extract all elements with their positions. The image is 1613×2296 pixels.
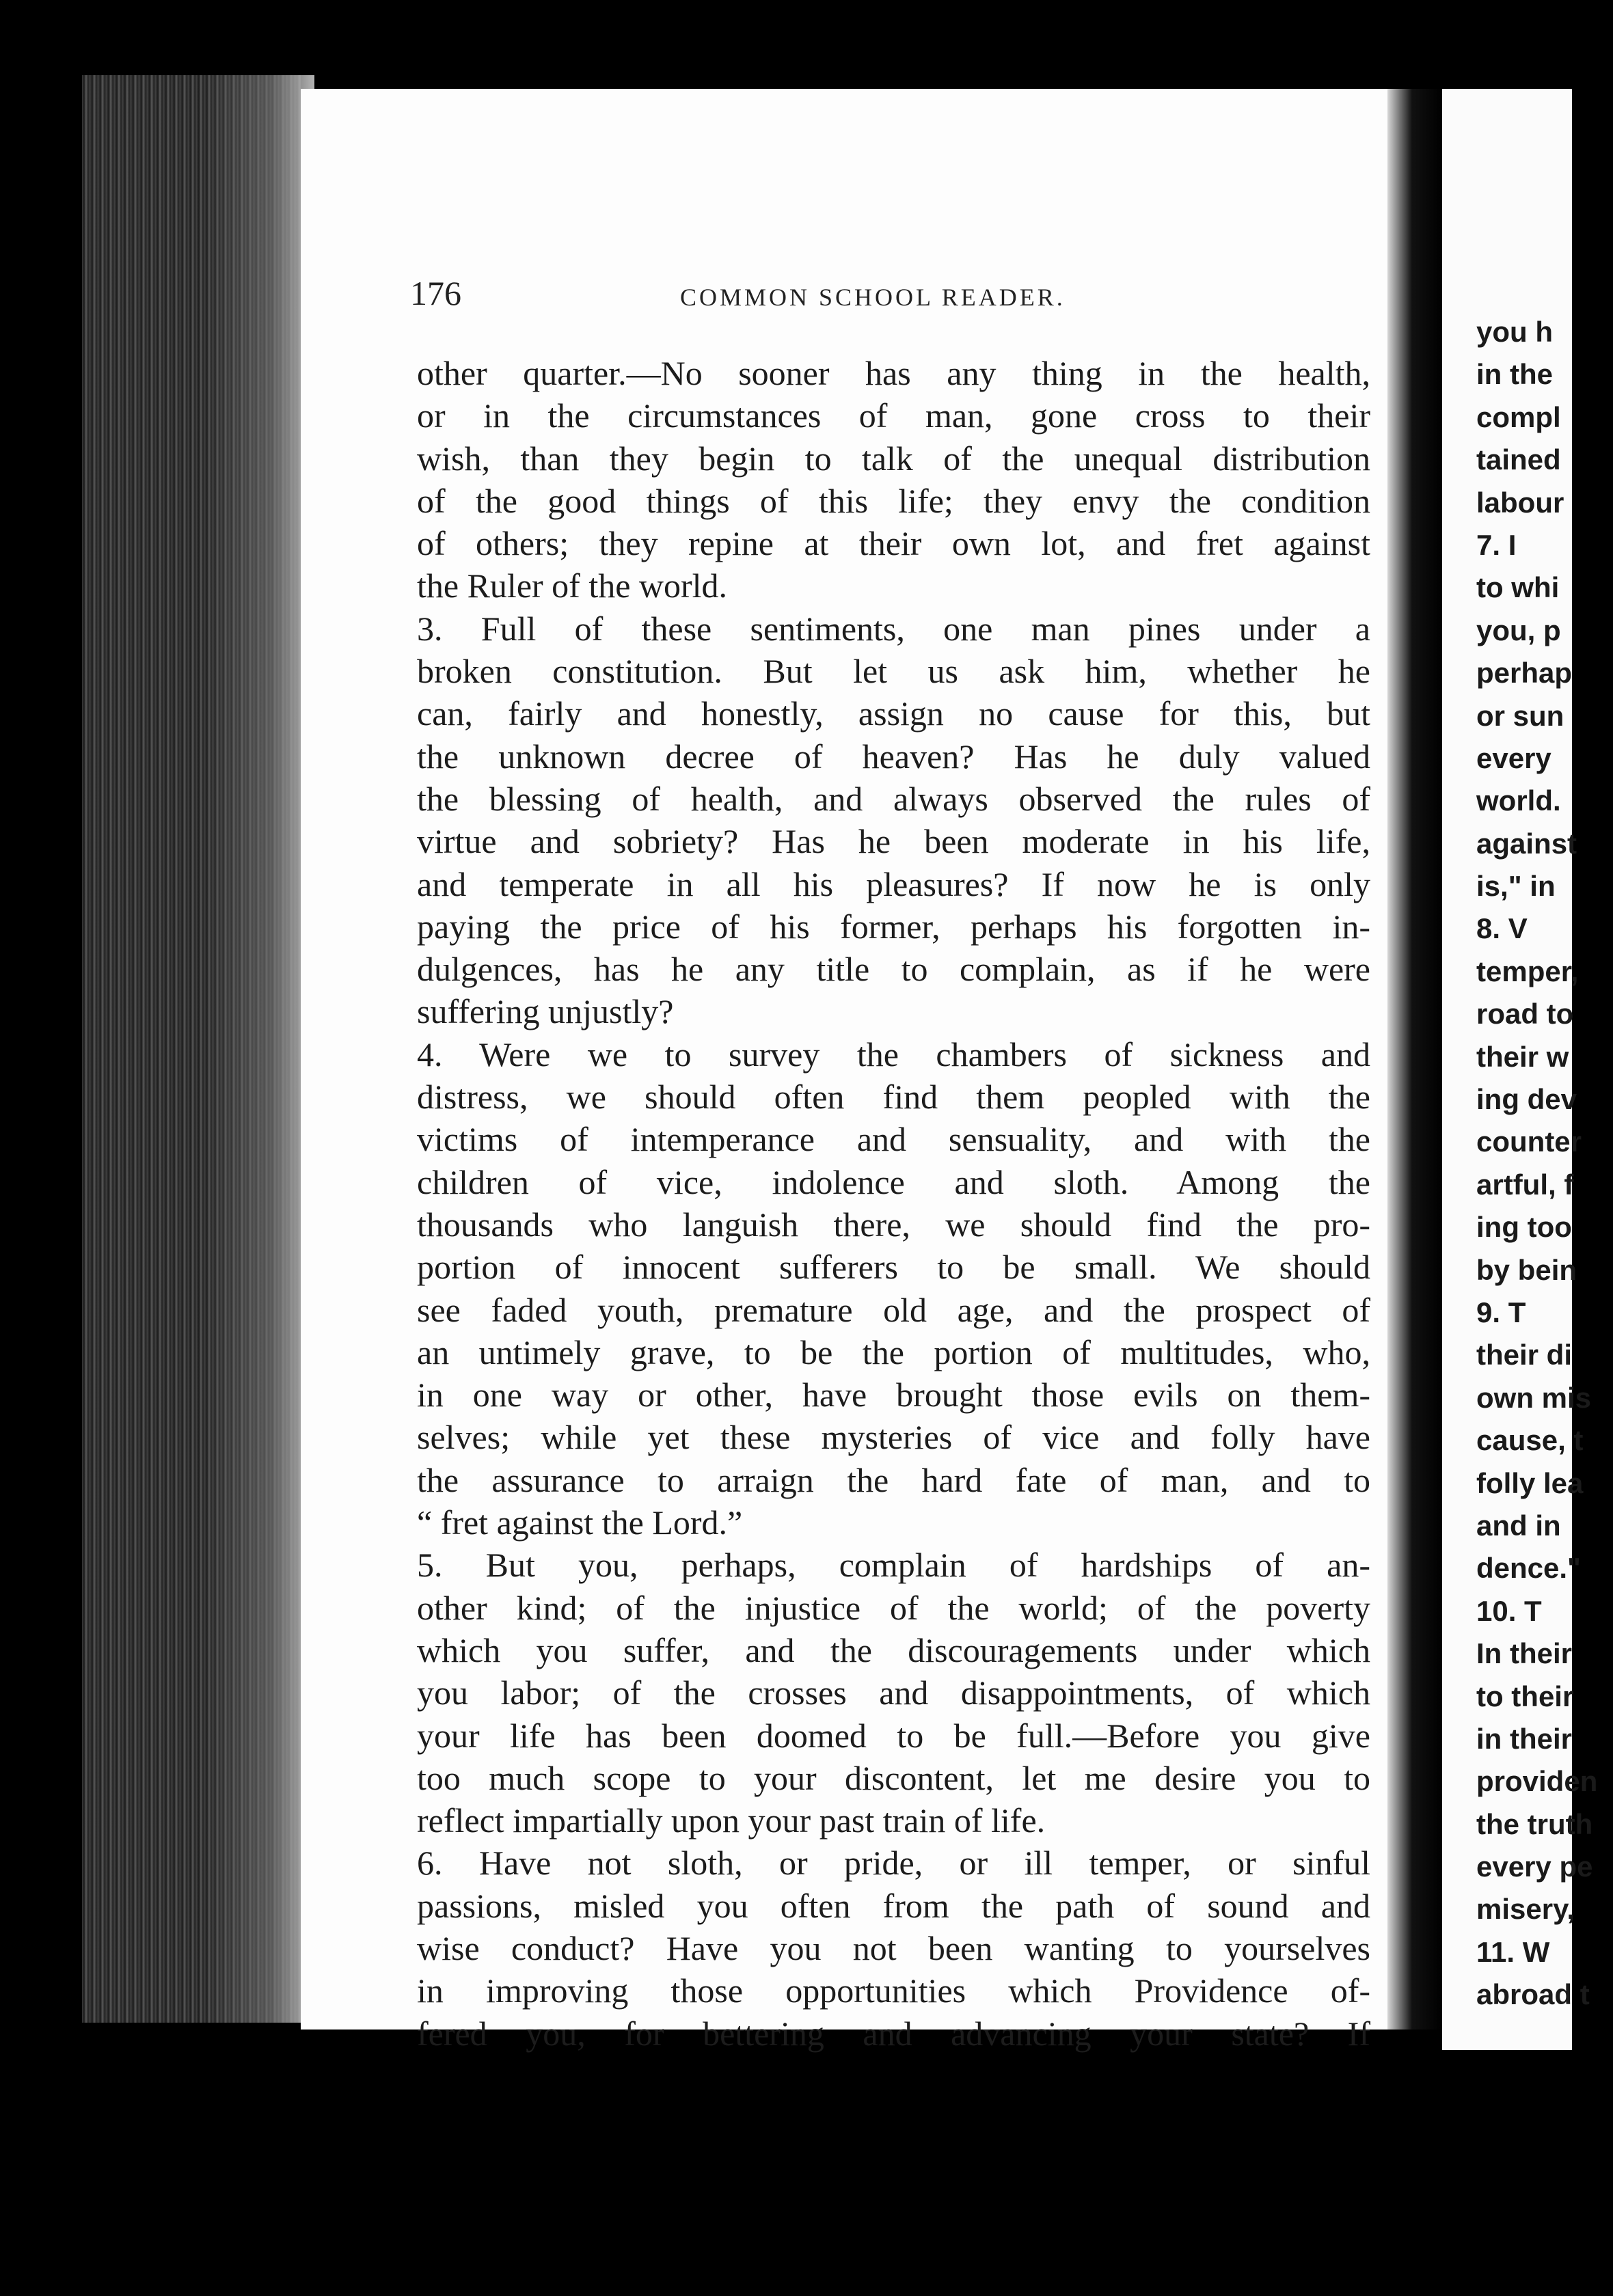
text-line: see faded youth, premature old age, and the prospect of xyxy=(417,1290,1370,1329)
text-line: In their xyxy=(1476,1637,1573,1670)
right-page-partial-text xyxy=(1476,311,1613,2017)
text-line: by bein xyxy=(1476,1253,1577,1286)
text-line: wish, than they begin to talk of the unequal distribution xyxy=(417,439,1370,478)
text-line: is," in xyxy=(1476,870,1556,903)
text-line: tained xyxy=(1476,443,1561,476)
page-edge-shadow xyxy=(205,75,314,2023)
text-line: against xyxy=(1476,827,1577,860)
text-line: of the good things of this life; they envy the condition xyxy=(417,481,1370,520)
text-line: every pe xyxy=(1476,1850,1593,1883)
text-line: 11. W xyxy=(1476,1935,1550,1968)
text-line: victims of intemperance and sensuality, and with the xyxy=(417,1120,1370,1159)
text-line: can, fairly and honestly, assign no cause for this, but xyxy=(417,694,1370,733)
text-line: 4. Were we to survey the chambers of sickness and xyxy=(417,1035,1370,1074)
text-line: folly lea xyxy=(1476,1466,1584,1499)
text-line: distress, we should often find them peopled with the xyxy=(417,1078,1370,1117)
text-line: the unknown decree of heaven? Has he duly valued xyxy=(417,737,1370,776)
text-line: you h xyxy=(1476,316,1553,348)
text-line: 3. Full of these sentiments, one man pines under a xyxy=(417,609,1370,648)
text-line: too much scope to your discontent, let me desire you to xyxy=(417,1758,1370,1797)
text-line: broken constitution. But let us ask him, whether he xyxy=(417,652,1370,691)
text-line: temper, xyxy=(1476,955,1579,987)
text-line: virtue and sobriety? Has he been moderate in his life, xyxy=(417,822,1370,861)
text-line: or sun xyxy=(1476,699,1564,732)
text-line: portion of innocent sufferers to be small. We should xyxy=(417,1248,1370,1287)
text-line: or in the circumstances of man, gone cross to their xyxy=(417,396,1370,435)
text-line: and temperate in all his pleasures? If now he is only xyxy=(417,864,1370,903)
text-line: wise conduct? Have you not been wanting to yourselves xyxy=(417,1928,1370,1967)
page-header xyxy=(410,273,1381,314)
text-line: dulgences, has he any title to complain, as if he were xyxy=(417,950,1370,989)
text-line: paying the price of his former, perhaps his forgotten in- xyxy=(417,907,1370,946)
text-line: children of vice, indolence and sloth. Among the xyxy=(417,1162,1370,1201)
text-line: the truth xyxy=(1476,1807,1593,1840)
text-line: 5. But you, perhaps, complain of hardships of an- xyxy=(417,1546,1370,1585)
text-line: the Ruler of the world. xyxy=(417,566,728,605)
text-line: and in xyxy=(1476,1509,1561,1542)
text-line: in improving those opportunities which Providence of- xyxy=(417,1971,1370,2010)
text-line: every xyxy=(1476,741,1551,774)
text-line: in the xyxy=(1476,358,1553,391)
text-line: suffering unjustly? xyxy=(417,992,674,1031)
text-line: the blessing of health, and always observed the rules of xyxy=(417,779,1370,818)
text-line: an untimely grave, to be the portion of multitudes, who, xyxy=(417,1332,1370,1371)
text-line: 8. V xyxy=(1476,912,1528,945)
text-line: their di xyxy=(1476,1339,1573,1371)
text-line: counter xyxy=(1476,1125,1582,1158)
text-line: dence." xyxy=(1476,1552,1581,1585)
left-page-body-text xyxy=(417,352,1370,2055)
text-line: you, p xyxy=(1476,614,1561,646)
text-line: perhap xyxy=(1476,657,1573,689)
text-line: of others; they repine at their own lot, and fret against xyxy=(417,524,1370,563)
running-title: COMMON SCHOOL READER. xyxy=(680,284,1066,311)
page-number: 176 xyxy=(410,274,461,312)
text-line: other quarter.—No sooner has any thing in the health, xyxy=(417,354,1370,392)
text-line: passions, misled you often from the path of sound and xyxy=(417,1886,1370,1925)
text-line: fered you, for bettering and advancing your state? If xyxy=(417,2014,1370,2053)
text-line: in their xyxy=(1476,1722,1573,1755)
text-line: to their xyxy=(1476,1680,1574,1712)
text-line: 7. I xyxy=(1476,528,1517,561)
text-line: road to xyxy=(1476,998,1574,1030)
text-line: abroad t xyxy=(1476,1978,1590,2011)
text-line: artful, f xyxy=(1476,1168,1574,1201)
text-line: reflect impartially upon your past train of life. xyxy=(417,1801,1046,1840)
text-line: other kind; of the injustice of the world; of the poverty xyxy=(417,1588,1370,1627)
book-gutter xyxy=(1387,89,1442,2030)
text-line: you labor; of the crosses and disappointments, of which xyxy=(417,1673,1370,1712)
text-line: 9. T xyxy=(1476,1296,1526,1328)
text-line: 10. T xyxy=(1476,1594,1542,1627)
text-line: to whi xyxy=(1476,571,1560,604)
text-line: the assurance to arraign the hard fate of man, and to xyxy=(417,1460,1370,1499)
text-line: ing dev xyxy=(1476,1083,1577,1116)
text-line: which you suffer, and the discouragements under which xyxy=(417,1630,1370,1669)
text-line: selves; while yet these mysteries of vice and folly have xyxy=(417,1418,1370,1457)
text-line: your life has been doomed to be full.—Before you give xyxy=(417,1716,1370,1755)
text-line: cause, t xyxy=(1476,1424,1584,1457)
text-line: providen xyxy=(1476,1765,1598,1798)
text-line: misery, xyxy=(1476,1893,1575,1926)
text-line: “ fret against the Lord.” xyxy=(417,1503,743,1542)
text-line: their w xyxy=(1476,1040,1569,1073)
text-line: in one way or other, have brought those evils on them- xyxy=(417,1376,1370,1414)
text-line: own mis xyxy=(1476,1381,1592,1414)
text-line: labour xyxy=(1476,486,1564,519)
text-line: world. xyxy=(1476,784,1561,817)
text-line: thousands who languish there, we should find the pro- xyxy=(417,1205,1370,1244)
text-line: compl xyxy=(1476,400,1561,433)
text-line: 6. Have not sloth, or pride, or ill temper, or sinful xyxy=(417,1844,1370,1883)
text-line: ing too xyxy=(1476,1211,1572,1244)
